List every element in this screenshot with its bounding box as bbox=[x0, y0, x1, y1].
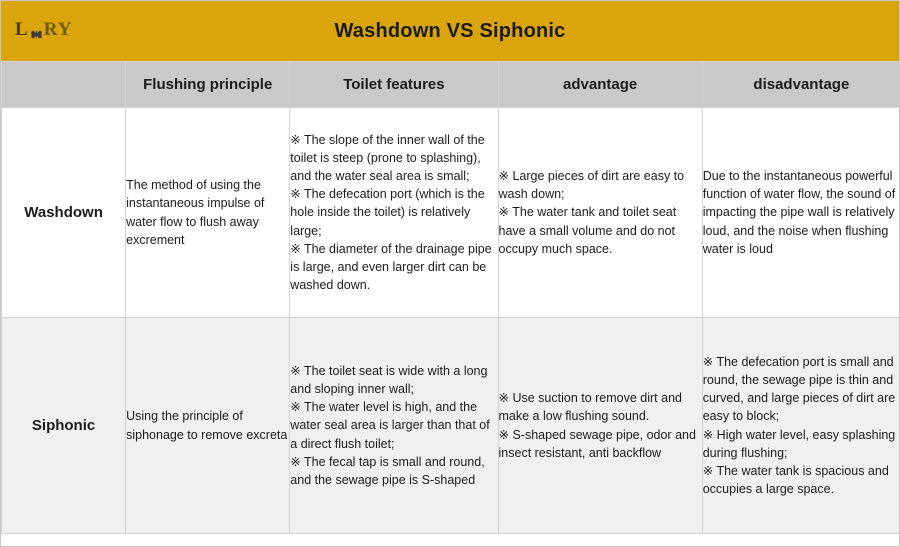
row-label-washdown: Washdown bbox=[2, 108, 126, 318]
table-row bbox=[2, 108, 900, 318]
cell-paragraph: ※ Use suction to remove dirt and make a low flushing sound. bbox=[498, 391, 682, 424]
logo-letters-ry: RY bbox=[43, 19, 73, 40]
cell-washdown-toilet-features bbox=[290, 108, 498, 318]
logo-letter-l: L bbox=[15, 19, 29, 40]
butterfly-icon bbox=[30, 25, 43, 38]
header-cell-toilet-features: Toilet features bbox=[290, 62, 498, 108]
cell-paragraph: Using the principle of siphonage to remove excreta bbox=[126, 409, 288, 442]
header-cell-flushing-principle: Flushing principle bbox=[126, 62, 290, 108]
header-row bbox=[2, 62, 900, 108]
header-cell-advantage: advantage bbox=[498, 62, 702, 108]
cell-paragraph: ※ The defecation port is small and round, the sewage pipe is thin and curved, and large pieces of dirt are easy to block; bbox=[702, 355, 896, 424]
header-cell-corner bbox=[2, 62, 126, 108]
cell-paragraph: ※ The defecation port (which is the hole inside the toilet) is relatively large; bbox=[290, 187, 485, 238]
cell-washdown-advantage bbox=[498, 108, 702, 318]
cell-paragraph: ※ The water level is high, and the water seal area is larger than that of a direct flush toilet; bbox=[290, 400, 490, 451]
cell-paragraph: ※ Large pieces of dirt are easy to wash down; bbox=[498, 169, 685, 202]
cell-paragraph: ※ The slope of the inner wall of the toilet is steep (prone to splashing), and the water seal area is small; bbox=[290, 132, 485, 184]
cell-washdown-flushing-principle bbox=[126, 108, 290, 318]
cell-washdown-disadvantage bbox=[702, 108, 900, 318]
cell-paragraph: ※ The water tank and toilet seat have a small volume and do not occupy much space. bbox=[498, 205, 677, 256]
cell-paragraph: ※ The diameter of the drainage pipe is large, and even larger dirt can be washed down. bbox=[290, 241, 492, 292]
cell-paragraph: ※ S-shaped sewage pipe, odor and insect resistant, anti backflow bbox=[498, 427, 696, 460]
row-label-siphonic: Siphonic bbox=[2, 318, 126, 534]
cell-paragraph: ※ High water level, easy splashing during flushing; bbox=[702, 427, 896, 460]
cell-siphonic-flushing-principle bbox=[126, 318, 290, 534]
cell-paragraph: ※ The toilet seat is wide with a long and sloping inner wall; bbox=[290, 364, 488, 397]
page-title: Washdown VS Siphonic bbox=[334, 19, 566, 42]
cell-siphonic-disadvantage bbox=[702, 318, 900, 534]
cell-paragraph: The method of using the instantaneous impulse of water flow to flush away excrement bbox=[126, 178, 265, 247]
cell-siphonic-advantage bbox=[498, 318, 702, 534]
header-cell-disadvantage: disadvantage bbox=[702, 62, 900, 108]
cell-paragraph: ※ The water tank is spacious and occupies a large space. bbox=[702, 463, 889, 496]
cell-siphonic-toilet-features bbox=[290, 318, 498, 534]
brand-logo bbox=[15, 19, 72, 41]
table-header bbox=[2, 62, 900, 108]
table-row bbox=[2, 318, 900, 534]
page-header bbox=[1, 1, 899, 61]
cell-paragraph: ※ The fecal tap is small and round, and the sewage pipe is S-shaped bbox=[290, 454, 485, 487]
comparison-table bbox=[1, 61, 900, 534]
cell-paragraph: Due to the instantaneous powerful function of water flow, the sound of impacting the pipe wall is relatively loud, and the noise when flushing water is loud bbox=[702, 169, 896, 256]
table-body bbox=[2, 108, 900, 534]
